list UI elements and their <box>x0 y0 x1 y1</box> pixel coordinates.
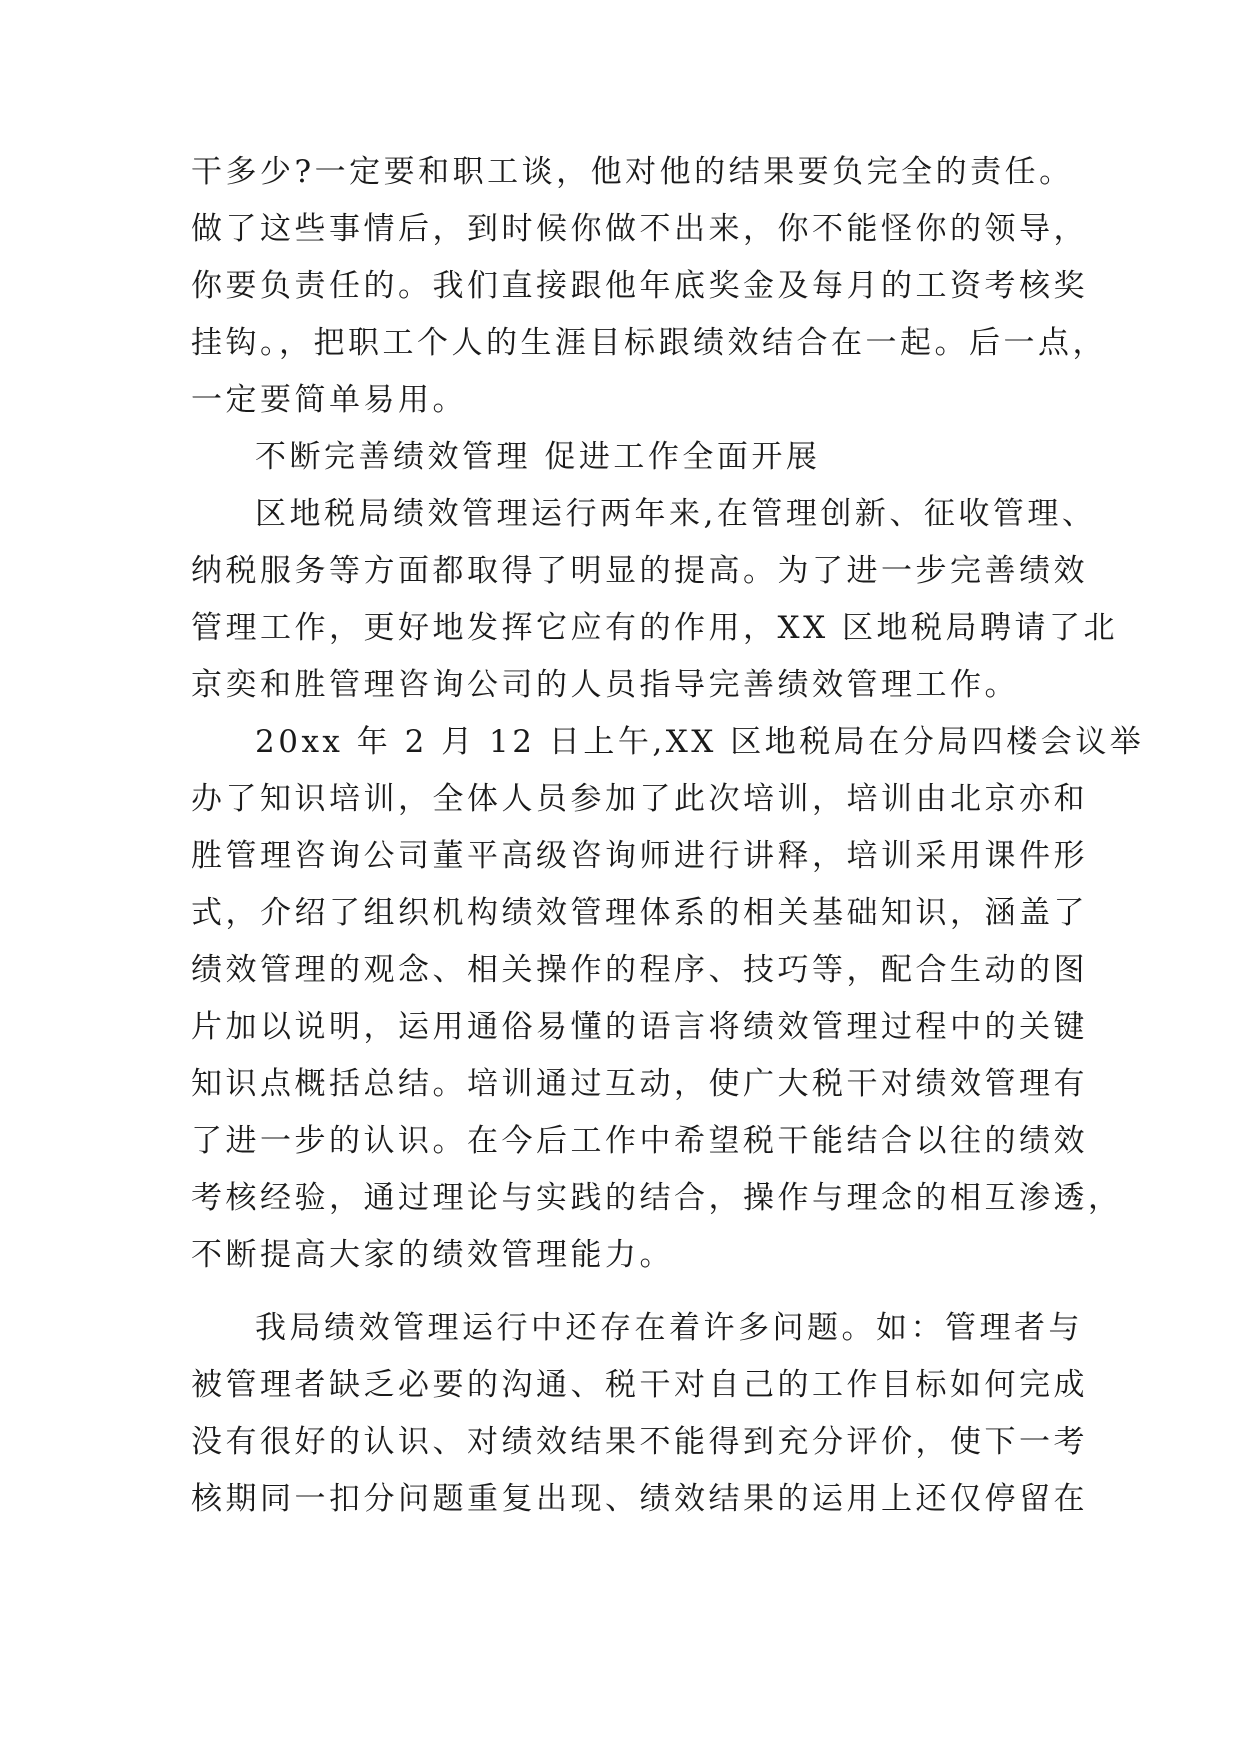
text-line: 一定要简单易用。 <box>191 382 467 418</box>
text-line: 纳税服务等方面都取得了明显的提高。为了进一步完善绩效 <box>191 553 1088 589</box>
text-line: 办了知识培训，全体人员参加了此次培训，培训由北京亦和 <box>191 781 1088 817</box>
text-line: 式，介绍了组织机构绩效管理体系的相关基础知识，涵盖了 <box>191 895 1088 931</box>
text-line: 我局绩效管理运行中还存在着许多问题。如：管理者与 <box>255 1310 1083 1346</box>
text-line: 片加以说明，运用通俗易懂的语言将绩效管理过程中的关键 <box>191 1009 1088 1045</box>
text-line: 管理工作，更好地发挥它应有的作用，XX 区地税局聘请了北 <box>191 610 1118 646</box>
text-line: 考核经验，通过理论与实践的结合，操作与理念的相互渗透， <box>191 1180 1123 1216</box>
text-line: 了进一步的认识。在今后工作中希望税干能结合以往的绩效 <box>191 1123 1088 1159</box>
text-line: 胜管理咨询公司董平高级咨询师进行讲释，培训采用课件形 <box>191 838 1088 874</box>
text-line: 你要负责任的。我们直接跟他年底奖金及每月的工资考核奖 <box>191 268 1088 304</box>
text-line: 做了这些事情后，到时候你做不出来，你不能怪你的领导， <box>191 211 1088 247</box>
text-line: 干多少?一定要和职工谈，他对他的结果要负完全的责任。 <box>191 154 1074 190</box>
section-heading: 不断完善绩效管理 促进工作全面开展 <box>255 439 821 475</box>
text-line: 区地税局绩效管理运行两年来,在管理创新、征收管理、 <box>255 496 1097 532</box>
text-line: 被管理者缺乏必要的沟通、税干对自己的工作目标如何完成 <box>191 1367 1088 1403</box>
text-line: 不断提高大家的绩效管理能力。 <box>191 1237 674 1273</box>
text-line: 挂钩。，把职工个人的生涯目标跟绩效结合在一起。后一点， <box>191 325 1107 361</box>
text-line: 绩效管理的观念、相关操作的程序、技巧等，配合生动的图 <box>191 952 1088 988</box>
text-line: 知识点概括总结。培训通过互动，使广大税干对绩效管理有 <box>191 1066 1088 1102</box>
text-line: 没有很好的认识、对绩效结果不能得到充分评价，使下一考 <box>191 1424 1088 1460</box>
text-line: 20xx 年 2 月 12 日上午,XX 区地税局在分局四楼会议举 <box>255 724 1145 760</box>
text-line: 京奕和胜管理咨询公司的人员指导完善绩效管理工作。 <box>191 667 1019 703</box>
text-line: 核期同一扣分问题重复出现、绩效结果的运用上还仅停留在 <box>191 1481 1088 1517</box>
